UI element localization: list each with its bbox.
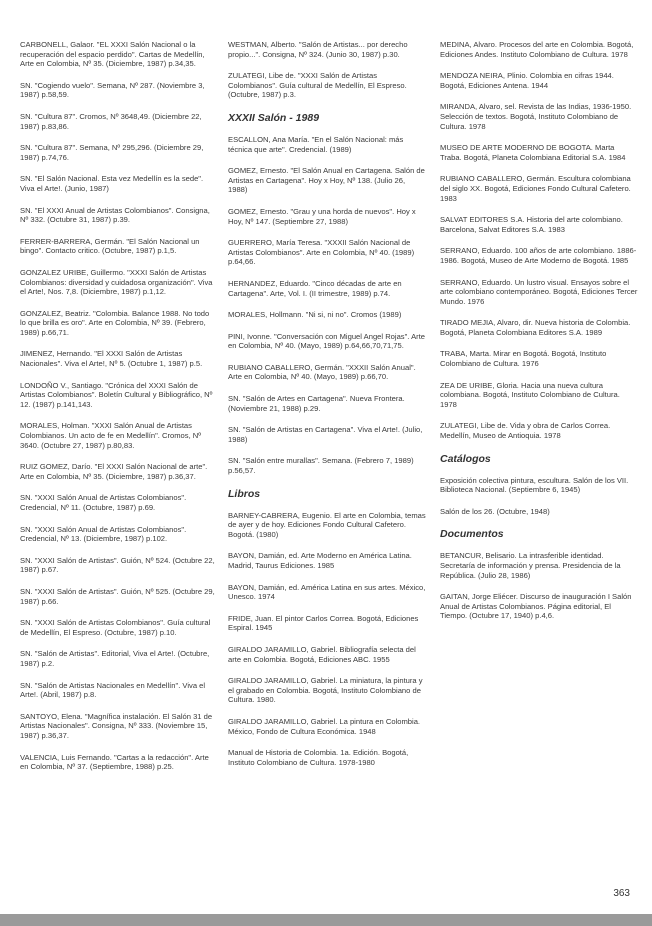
- section-heading: XXXII Salón - 1989: [228, 111, 320, 124]
- bibliography-entry: HERNANDEZ, Eduardo. "Cinco décadas de arte en Cartagena". Arte, Vol. I. (II trimestre, 1989) p.74.: [228, 278, 402, 298]
- bibliography-entry: MEDINA, Alvaro. Procesos del arte en Colombia. Bogotá, Ediciones Andes. Instituto Colombiano de Cultura. 1978: [440, 40, 634, 59]
- bibliography-entry: MUSEO DE ARTE MODERNO DE BOGOTA. Marta Traba. Bogotá, Planeta Colombiana Editorial S.A. 1984: [440, 143, 626, 162]
- bibliography-entry: VALENCIA, Luis Fernando. "Cartas a la redacción". Arte en Colombia, Nº 37. (Septiembre, 1988) p.25.: [20, 752, 209, 772]
- bibliography-entry: GIRALDO JARAMILLO, Gabriel. Bibliografía selecta del arte en Colombia. Bogotá, Ediciones ABC. 1955: [228, 644, 416, 664]
- bibliography-entry: ZULATEGI, Libe de. Vida y obra de Carlos Correa. Medellín, Museo de Antioquia. 1978: [440, 421, 611, 441]
- bibliography-entry: GIRALDO JARAMILLO, Gabriel. La miniatura, la pintura y el grabado en Colombia. Bogotá, Instituto Colombiano de Cultura. 1980.: [228, 676, 423, 705]
- bibliography-entry: WESTMAN, Alberto. "Salón de Artistas... por derecho propio...". Consigna, Nº 324. (Junio 30, 1987) p.30.: [228, 40, 408, 59]
- bibliography-entry: SN. "Salón de Artistas Nacionales en Medellín". Viva el Arte!. (Abril, 1987) p.8.: [20, 680, 206, 700]
- bibliography-entry: SN. "XXXI Salón Anual de Artistas Colombianos". Credencial, Nº 11. (Octubre, 1987) p.69.: [20, 493, 187, 512]
- bibliography-entry: SERRANO, Eduardo. 100 años de arte colombiano. 1886-1986. Bogotá, Museo de Arte Moderno de Bogotá. 1985: [440, 246, 637, 265]
- column-1: [20, 40, 215, 784]
- section-heading: Documentos: [440, 528, 504, 541]
- bibliography-entry: Salón de los 26. (Octubre, 1948): [440, 506, 550, 516]
- bibliography-entry: SN. "XXXI Salón de Artistas Colombianos". Guía cultural de Medellín, El Espreso. (Octubre, 1987) p.10.: [20, 618, 211, 637]
- bibliography-entry: GIRALDO JARAMILLO, Gabriel. La pintura en Colombia. México, Fondo de Cultura Económica. 1948: [228, 716, 421, 736]
- bibliography-entry: GONZALEZ, Beatriz. "Colombia. Balance 1988. No todo lo que brilla es oro". Arte en Colombia, Nº 39. (Febrero, 1989) p.66,71.: [20, 308, 210, 337]
- bibliography-entry: FRIDE, Juan. El pintor Carlos Correa. Bogotá, Ediciones Espiral. 1945: [228, 613, 419, 633]
- bibliography-entry: ZEA DE URIBE, Gloria. Hacia una nueva cultura colombiana. Bogotá, Instituto Colombiano de Cultura. 1978: [440, 380, 620, 409]
- bibliography-entry: RUIZ GOMEZ, Darío. "El XXXI Salón Nacional de arte". Arte en Colombia, Nº 35. (Diciembre, 1987) p.36,37.: [20, 462, 208, 481]
- bibliography-entry: SN. "XXXI Salón Anual de Artistas Colombianos". Credencial, Nº 13. (Diciembre, 1987) p.102.: [20, 524, 187, 544]
- bibliography-entry: SN. "Cultura 87". Cromos, Nº 3648,49. (Diciembre 22, 1987) p.83,86.: [20, 111, 202, 131]
- bibliography-entry: Exposición colectiva pintura, escultura. Salón de los VII. Biblioteca Nacional. (Septiembre 6, 1945): [440, 475, 629, 495]
- bibliography-entry: CARBONELL, Galaor. "EL XXXI Salón Nacional o la recuperación del espacio perdido". Cartas de Medellín, Arte en Colombia, Nº 35. (Diciembre, 1987) p.34,35.: [20, 40, 205, 69]
- bibliography-entry: SN. "Salón de Artistas en Cartagena". Viva el Arte!. (Julio, 1988): [228, 425, 423, 444]
- bibliography-entry: ZULATEGI, Libe de. "XXXI Salón de Artistas Colombianos". Guía cultural de Medellín, El Espreso. (Octubre, 1987) p.3.: [228, 71, 407, 100]
- bibliography-entry: JIMENEZ, Hernando. "El XXXI Salón de Artistas Nacionales". Viva el Arte!, Nº 5. (Octubre 1, 1987) p.5.: [20, 349, 203, 369]
- bibliography-entry: Manual de Historia de Colombia. 1a. Edición. Bogotá, Instituto Colombiano de Cultura. 1978-1980: [228, 748, 409, 767]
- bibliography-entry: MORALES, Hollmann. "Ni si, ni no". Cromos (1989): [228, 310, 402, 320]
- bibliography-entry: RUBIANO CABALLERO, Germán. "XXXII Salón Anual". Arte en Colombia, Nº 40. (Mayo, 1989) p.66,70.: [228, 362, 416, 382]
- section-heading: Libros: [228, 487, 261, 500]
- bibliography-entry: GUERRERO, María Teresa. "XXXII Salón Nacional de Artistas Colombianos". Arte en Colombia, Nº 40. (1989) p.64,66.: [228, 238, 415, 267]
- bibliography-entry: SN. "Cogiendo vuelo". Semana, Nº 287. (Noviembre 3, 1987) p.58,59.: [20, 80, 205, 100]
- bibliography-entry: SN. "Salón de Artistas". Editorial, Viva el Arte!. (Octubre, 1987) p.2.: [20, 649, 210, 668]
- bibliography-entry: SN. "Salón entre murallas". Semana. (Febrero 7, 1989) p.56,57.: [228, 456, 414, 476]
- bibliography-entry: BETANCUR, Belisario. La intrasferible identidad. Secretaría de información y prensa. Presidencia de la República. (Julio 28, 1986): [440, 551, 621, 580]
- bibliography-entry: MIRANDA, Alvaro, sel. Revista de las Indias, 1936-1950. Selección de textos. Bogotá, Instituto Colombiano de Cultura. 1978: [440, 102, 632, 131]
- bibliography-entry: MORALES, Holman. "XXXI Salón Anual de Artistas Colombianos. Un acto de fe en Medellín". Cromos, Nº 3640. (Octubre 27, 1987) p.80,83.: [20, 421, 202, 450]
- bibliography-entry: BARNEY-CABRERA, Eugenio. El arte en Colombia, temas de ayer y de hoy. Ediciones Fondo Cultural Cafetero. Bogotá. (1980): [228, 510, 426, 539]
- bibliography-entry: SN. "El Salón Nacional. Esta vez Medellín es la sede". Viva el Arte!. (Junio, 1987): [20, 174, 204, 193]
- bibliography-entry: TRABA, Marta. Mirar en Bogotá. Bogotá, Instituto Colombiano de Cultura. 1976: [440, 349, 607, 369]
- bibliography-entry: BAYON, Damián, ed. América Latina en sus artes. México, Unesco. 1974: [228, 582, 426, 602]
- bibliography-entry: SALVAT EDITORES S.A. Historia del arte colombiano. Barcelona, Salvat Editores S.A. 1983: [440, 215, 623, 234]
- bibliography-entry: SN. "El XXXI Anual de Artistas Colombianos". Consigna, Nº 332. (Octubre 31, 1987) p.39.: [20, 205, 210, 225]
- bibliography-entry: GOMEZ, Ernesto. "El Salón Anual en Cartagena. Salón de Artistas en Cartagena". Hoy x Hoy, Nº 138. (Julio 26, 1988): [228, 166, 425, 195]
- section-heading: Catálogos: [440, 452, 491, 465]
- bibliography-entry: BAYON, Damián, ed. Arte Moderno en América Latina. Madrid, Taurus Ediciones. 1985: [228, 551, 412, 570]
- bibliography-entry: GAITAN, Jorge Eliécer. Discurso de inauguración I Salón Anual de Artistas Colombianos. Página editorial, El Tiempo. (Octubre 17, 1940) p.4,6.: [440, 592, 632, 621]
- bibliography-entry: SN. "Salón de Artes en Cartagena". Nueva Frontera. (Noviembre 21, 1988) p.29.: [228, 394, 405, 413]
- bibliography-entry: GONZALEZ URIBE, Guillermo. "XXXI Salón de Artistas Colombianos: diversidad y cuidadosa organización". Viva el Arte!, Nos. 7,8. (Diciembre, 1987) p.1,12.: [20, 267, 213, 297]
- bibliography-entry: SERRANO, Eduardo. Un lustro visual. Ensayos sobre el arte colombiano contemporáneo. Bogotá, Ediciones Tercer Mundo. 1976: [440, 277, 638, 306]
- bottom-scroll-bar: [0, 914, 652, 926]
- bibliography-entry: SN. "Cultura 87". Semana, Nº 295,296. (Diciembre 29, 1987) p.74,76.: [20, 143, 204, 162]
- column-2: [228, 40, 426, 779]
- bibliography-entry: MENDOZA NEIRA, Plinio. Colombia en cifras 1944. Bogotá, Ediciones Antena. 1944: [440, 71, 614, 90]
- bibliography-entry: SN. "XXXI Salón de Artistas". Guión, Nº 524. (Octubre 22, 1987) p.67.: [20, 555, 215, 575]
- page-number: 363: [613, 888, 630, 899]
- bibliography-entry: SANTOYO, Elena. "Magnífica instalación. El Salón 31 de Artistas Nacionales". Consigna, Nº 333. (Noviembre 15, 1987) p.36,37.: [20, 711, 213, 740]
- bibliography-entry: FERRER-BARRERA, Germán. "El Salón Nacional un bingo". Contacto critico. (Octubre, 1987) p.1,5.: [20, 236, 200, 256]
- bibliography-entry: PINI, Ivonne. "Conversación con Miguel Angel Rojas". Arte en Colombia, Nº 40. (Mayo, 1989) p.64,66,70,71,75.: [228, 331, 426, 351]
- column-3: [440, 40, 638, 633]
- bibliography-entry: ESCALLON, Ana María. "En el Salón Nacional: más técnica que arte". Credencial. (1989): [228, 134, 404, 154]
- bibliography-entry: SN. "XXXI Salón de Artistas". Guión, Nº 525. (Octubre 29, 1987) p.66.: [20, 586, 215, 606]
- bibliography-entry: RUBIANO CABALLERO, Germán. Escultura colombiana del siglo XX. Bogotá, Ediciones Fondo Cultural Cafetero. 1983: [440, 174, 631, 203]
- bibliography-entry: GOMEZ, Ernesto. "Grau y una horda de nuevos". Hoy x Hoy, Nº 147. (Septiembre 27, 1988): [228, 206, 416, 226]
- bibliography-entry: LONDOÑO V., Santiago. "Crónica del XXXI Salón de Artistas Colombianos". Boletín Cultural y Bibliográfico, Nº 12. (1987) p.141,143.: [20, 380, 213, 409]
- bibliography-entry: TIRADO MEJIA, Alvaro, dir. Nueva historia de Colombia. Bogotá, Planeta Colombiana Editores S.A. 1989: [440, 318, 631, 337]
